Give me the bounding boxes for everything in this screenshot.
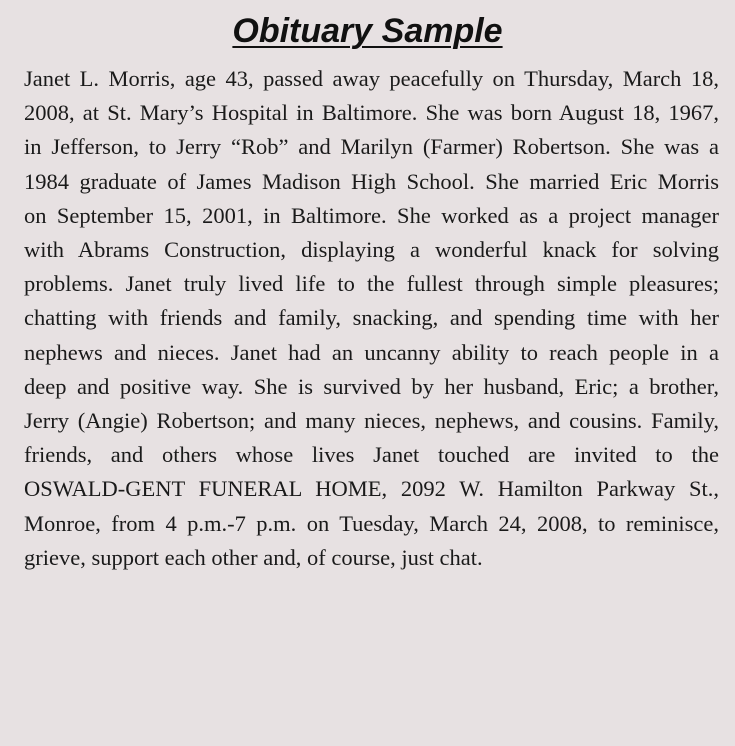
body-line: in Jefferson, to Jerry “Rob” and Marilyn (Farmer) Robertson. She was a <box>24 134 719 160</box>
body-line: 2008, at St. Mary’s Hospital in Baltimore. She was born August 18, 1967, <box>24 100 719 126</box>
page-title-text: Obituary Sample <box>232 12 503 50</box>
body-line: 1984 graduate of James Madison High School. She married Eric Morris <box>24 168 719 194</box>
body-line: on September 15, 2001, in Baltimore. She worked as a project manager <box>24 202 719 228</box>
body-line: nephews and nieces. Janet had an uncanny ability to reach people in a <box>24 339 719 365</box>
body-line: chatting with friends and family, snacking, and spending time with her <box>24 305 719 331</box>
body-line: grieve, support each other and, of course, just chat. <box>24 544 483 570</box>
body-line: Monroe, from 4 p.m.-7 p.m. on Tuesday, March 24, 2008, to reminisce, <box>24 510 719 536</box>
body-line: Jerry (Angie) Robertson; and many nieces, nephews, and cousins. Family, <box>24 408 719 434</box>
body-line: OSWALD-GENT FUNERAL HOME, 2092 W. Hamilton Parkway St., <box>24 476 719 502</box>
obituary-body <box>24 62 719 575</box>
body-line: deep and positive way. She is survived by her husband, Eric; a brother, <box>24 373 719 399</box>
body-line: problems. Janet truly lived life to the fullest through simple pleasures; <box>24 271 719 297</box>
body-line: with Abrams Construction, displaying a wonderful knack for solving <box>24 237 719 263</box>
body-line: friends, and others whose lives Janet touched are invited to the <box>24 442 719 468</box>
body-line: Janet L. Morris, age 43, passed away peacefully on Thursday, March 18, <box>24 66 719 91</box>
page-title <box>0 10 735 52</box>
